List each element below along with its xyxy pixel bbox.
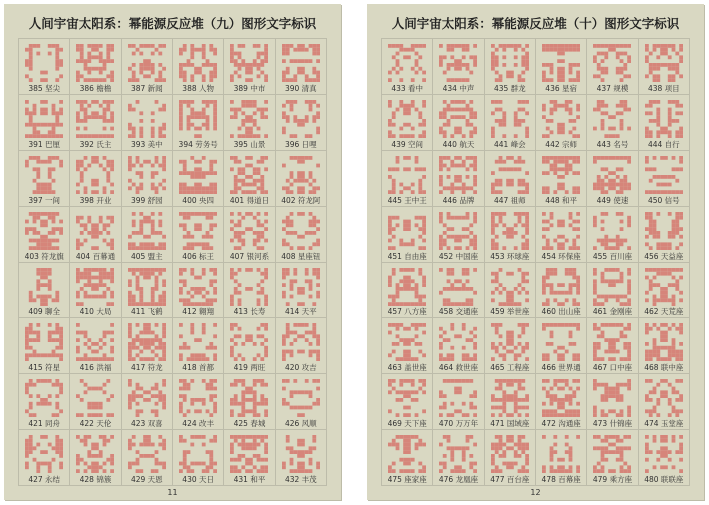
glyph-caption: 441 峰会	[493, 139, 526, 149]
pictogram-icon	[76, 43, 114, 83]
glyph-cell	[485, 374, 536, 430]
pictogram-icon	[25, 155, 63, 195]
pictogram-icon	[282, 211, 320, 251]
pictogram-icon	[542, 211, 580, 251]
glyph-cell	[536, 318, 587, 374]
glyph-cell	[122, 374, 173, 430]
glyph-caption: 447 祖师	[493, 195, 526, 205]
glyph-cell	[382, 39, 433, 95]
glyph-cell	[224, 95, 275, 151]
glyph-caption: 427 永结	[28, 475, 61, 484]
glyph-caption: 457 八方座	[387, 307, 427, 317]
glyph-caption: 402 符龙阿	[281, 195, 321, 205]
glyph-cell	[433, 95, 484, 151]
glyph-cell	[19, 151, 70, 207]
glyph-cell	[70, 318, 121, 374]
glyph-caption: 470 万万年	[438, 419, 479, 429]
glyph-caption: 425 春城	[233, 419, 266, 429]
glyph-caption: 444 自行	[647, 139, 680, 149]
pictogram-icon	[25, 322, 63, 362]
pictogram-icon	[179, 155, 217, 195]
glyph-caption: 466 世界通	[541, 363, 581, 373]
pictogram-icon	[645, 43, 683, 83]
pictogram-icon	[76, 155, 114, 195]
glyph-cell	[224, 263, 275, 319]
pictogram-icon	[230, 43, 268, 83]
page-title: 人间宇宙太阳系：幂能源反应堆（十）图形文字标识	[391, 16, 680, 31]
glyph-cell	[639, 95, 690, 151]
glyph-cell	[224, 151, 275, 207]
glyph-caption: 455 百川座	[592, 251, 633, 261]
glyph-cell	[433, 263, 484, 319]
glyph-cell	[224, 39, 275, 95]
pictogram-icon	[593, 322, 631, 362]
glyph-cell	[485, 95, 536, 151]
pictogram-icon	[439, 99, 477, 139]
pictogram-icon	[542, 378, 580, 418]
glyph-caption: 435 群龙	[493, 83, 526, 93]
pictogram-icon	[282, 378, 320, 418]
glyph-cell	[382, 207, 433, 263]
glyph-caption: 464 救世座	[438, 363, 479, 373]
glyph-cell	[536, 39, 587, 95]
pictogram-icon	[645, 211, 683, 251]
pictogram-icon	[179, 434, 217, 474]
glyph-grid	[381, 38, 690, 486]
glyph-cell	[19, 430, 70, 486]
pictogram-icon	[593, 99, 631, 139]
glyph-caption: 469 天下座	[387, 419, 427, 429]
glyph-caption: 476 龙凰座	[438, 475, 479, 484]
glyph-cell	[122, 263, 173, 319]
pictogram-icon	[593, 378, 631, 418]
pictogram-icon	[128, 322, 166, 362]
glyph-caption: 445 王中王	[387, 195, 427, 205]
glyph-caption: 472 沟通座	[541, 419, 581, 429]
pictogram-icon	[388, 155, 426, 195]
glyph-caption: 449 使速	[596, 195, 629, 205]
glyph-cell	[433, 374, 484, 430]
pictogram-icon	[593, 434, 631, 474]
glyph-cell	[70, 151, 121, 207]
glyph-caption: 477 百台座	[490, 475, 530, 484]
glyph-caption: 390 清真	[284, 83, 317, 93]
pictogram-icon	[439, 322, 477, 362]
pictogram-icon	[230, 322, 268, 362]
glyph-cell	[122, 207, 173, 263]
glyph-cell	[639, 39, 690, 95]
pictogram-icon	[25, 99, 63, 139]
pictogram-icon	[76, 434, 114, 474]
glyph-caption: 422 天伦	[79, 419, 112, 429]
glyph-cell	[224, 430, 275, 486]
glyph-caption: 446 品牌	[442, 195, 475, 205]
pictogram-icon	[128, 378, 166, 418]
glyph-cell	[70, 263, 121, 319]
pictogram-icon	[179, 267, 217, 307]
glyph-caption: 430 天日	[182, 475, 214, 484]
glyph-cell	[224, 207, 275, 263]
glyph-cell	[382, 318, 433, 374]
pictogram-icon	[542, 155, 580, 195]
pictogram-icon	[282, 267, 320, 307]
glyph-caption: 403 符龙旗	[24, 251, 64, 261]
glyph-cell	[224, 318, 275, 374]
glyph-caption: 421 同舟	[28, 419, 61, 429]
pictogram-icon	[230, 155, 268, 195]
glyph-caption: 456 天益座	[644, 251, 684, 261]
pictogram-icon	[645, 434, 683, 474]
glyph-caption: 475 座家座	[387, 475, 427, 484]
glyph-caption: 410 大局	[79, 307, 112, 317]
glyph-cell	[587, 151, 638, 207]
glyph-caption: 396 日哩	[284, 139, 317, 149]
glyph-caption: 385 坚尖	[28, 83, 61, 93]
glyph-cell	[382, 95, 433, 151]
pictogram-icon	[128, 99, 166, 139]
glyph-caption: 434 中声	[442, 83, 475, 93]
glyph-cell	[70, 374, 121, 430]
pictogram-icon	[282, 99, 320, 139]
pictogram-icon	[491, 434, 529, 474]
glyph-cell	[639, 207, 690, 263]
glyph-cell	[276, 95, 327, 151]
glyph-caption: 453 环球座	[490, 251, 530, 261]
pictogram-icon	[76, 211, 114, 251]
glyph-caption: 460 出山座	[541, 307, 581, 317]
glyph-caption: 465 工程座	[490, 363, 530, 373]
glyph-cell	[639, 151, 690, 207]
pictogram-icon	[230, 99, 268, 139]
glyph-caption: 416 洪福	[79, 363, 112, 373]
glyph-cell	[70, 39, 121, 95]
pictogram-icon	[25, 434, 63, 474]
glyph-caption: 411 飞鹤	[130, 307, 163, 317]
glyph-cell	[173, 39, 224, 95]
glyph-cell	[122, 39, 173, 95]
glyph-caption: 471 国域座	[490, 419, 530, 429]
glyph-cell	[485, 207, 536, 263]
glyph-caption: 394 劳务号	[178, 139, 218, 149]
glyph-cell	[485, 151, 536, 207]
pictogram-icon	[76, 99, 114, 139]
pictogram-icon	[388, 211, 426, 251]
glyph-caption: 386 檐檐	[79, 83, 112, 93]
glyph-cell	[433, 318, 484, 374]
glyph-cell	[433, 430, 484, 486]
glyph-caption: 458 交通座	[438, 307, 479, 317]
pictogram-icon	[439, 211, 477, 251]
glyph-cell	[122, 318, 173, 374]
glyph-cell	[382, 151, 433, 207]
glyph-caption: 395 山景	[233, 139, 266, 149]
glyph-cell	[639, 430, 690, 486]
glyph-cell	[276, 151, 327, 207]
glyph-caption: 479 乘方座	[592, 475, 633, 484]
glyph-caption: 451 自由座	[387, 251, 427, 261]
glyph-caption: 389 中市	[233, 83, 266, 93]
glyph-caption: 461 金刚座	[592, 307, 633, 317]
pictogram-icon	[439, 378, 477, 418]
glyph-caption: 419 两旺	[233, 363, 266, 373]
glyph-cell	[536, 207, 587, 263]
glyph-cell	[536, 374, 587, 430]
glyph-caption: 417 符龙	[130, 363, 163, 373]
glyph-cell	[485, 430, 536, 486]
glyph-caption: 459 举世座	[490, 307, 530, 317]
glyph-cell	[536, 151, 587, 207]
glyph-caption: 436 星宿	[545, 83, 577, 93]
pictogram-icon	[230, 378, 268, 418]
pictogram-icon	[542, 99, 580, 139]
glyph-cell	[276, 263, 327, 319]
pictogram-icon	[128, 267, 166, 307]
pictogram-icon	[388, 267, 426, 307]
glyph-caption: 412 翱翔	[182, 307, 214, 317]
pictogram-icon	[179, 322, 217, 362]
pictogram-icon	[491, 155, 529, 195]
pictogram-icon	[179, 211, 217, 251]
glyph-cell	[173, 263, 224, 319]
pictogram-icon	[593, 155, 631, 195]
glyph-caption: 388 人物	[182, 83, 214, 93]
glyph-caption: 392 氏主	[79, 139, 112, 149]
glyph-caption: 407 银河系	[229, 251, 270, 261]
pictogram-icon	[593, 211, 631, 251]
glyph-caption: 398 开业	[79, 195, 112, 205]
glyph-caption: 393 美中	[130, 139, 163, 149]
pictogram-icon	[439, 155, 477, 195]
glyph-cell	[70, 207, 121, 263]
glyph-cell	[485, 39, 536, 95]
glyph-caption: 480 联联座	[644, 475, 684, 484]
pictogram-icon	[76, 378, 114, 418]
glyph-caption: 442 宗师	[545, 139, 577, 149]
glyph-cell	[587, 263, 638, 319]
pictogram-icon	[230, 211, 268, 251]
glyph-cell	[485, 263, 536, 319]
glyph-cell	[70, 430, 121, 486]
pictogram-icon	[282, 155, 320, 195]
glyph-caption: 474 玉堂座	[644, 419, 684, 429]
pictogram-icon	[491, 211, 529, 251]
pictogram-icon	[282, 322, 320, 362]
glyph-caption: 405 盟主	[130, 251, 163, 261]
glyph-cell	[173, 318, 224, 374]
pictogram-icon	[25, 267, 63, 307]
glyph-caption: 478 百幕座	[541, 475, 581, 484]
pictogram-icon	[439, 43, 477, 83]
glyph-caption: 420 攻吉	[284, 363, 317, 373]
glyph-cell	[224, 374, 275, 430]
pictogram-icon	[542, 434, 580, 474]
page-title: 人间宇宙太阳系：幂能源反应堆（九）图形文字标识	[28, 16, 317, 31]
glyph-caption: 432 丰茂	[284, 475, 317, 484]
page-number: 11	[167, 488, 178, 497]
glyph-cell	[276, 207, 327, 263]
glyph-caption: 399 舒园	[130, 195, 163, 205]
pictogram-icon	[645, 378, 683, 418]
glyph-cell	[19, 95, 70, 151]
glyph-caption: 401 得道日	[229, 195, 270, 205]
glyph-cell	[485, 318, 536, 374]
glyph-cell	[536, 95, 587, 151]
glyph-caption: 450 信号	[647, 195, 680, 205]
pictogram-icon	[491, 267, 529, 307]
glyph-cell	[433, 151, 484, 207]
glyph-cell	[433, 207, 484, 263]
pictogram-icon	[593, 43, 631, 83]
glyph-caption: 439 空间	[391, 139, 424, 149]
pictogram-icon	[491, 378, 529, 418]
glyph-caption: 463 盖世座	[387, 363, 427, 373]
pictogram-icon	[282, 43, 320, 83]
glyph-cell	[639, 374, 690, 430]
pictogram-icon	[388, 99, 426, 139]
pictogram-icon	[542, 322, 580, 362]
glyph-caption: 454 环保座	[541, 251, 581, 261]
pictogram-icon	[388, 43, 426, 83]
glyph-cell	[382, 430, 433, 486]
glyph-cell	[173, 374, 224, 430]
pictogram-icon	[179, 99, 217, 139]
pictogram-icon	[439, 267, 477, 307]
pictogram-icon	[645, 155, 683, 195]
glyph-cell	[587, 207, 638, 263]
glyph-cell	[173, 95, 224, 151]
glyph-caption: 429 天恩	[130, 475, 163, 484]
pictogram-icon	[25, 211, 63, 251]
glyph-caption: 428 锦簇	[79, 475, 112, 484]
glyph-caption: 467 口中座	[592, 363, 633, 373]
glyph-cell	[122, 430, 173, 486]
glyph-caption: 438 项目	[647, 83, 680, 93]
glyph-caption: 423 双喜	[130, 419, 163, 429]
glyph-caption: 473 什锦座	[592, 419, 633, 429]
pictogram-icon	[491, 99, 529, 139]
pictogram-icon	[645, 322, 683, 362]
glyph-caption: 440 航天	[442, 139, 475, 149]
pictogram-icon	[593, 267, 631, 307]
glyph-cell	[587, 430, 638, 486]
glyph-caption: 433 看中	[391, 83, 424, 93]
glyph-caption: 406 标王	[182, 251, 214, 261]
glyph-caption: 437 规模	[596, 83, 629, 93]
glyph-cell	[173, 151, 224, 207]
glyph-caption: 408 星座钮	[281, 251, 321, 261]
pictogram-icon	[230, 434, 268, 474]
glyph-caption: 468 联中座	[644, 363, 684, 373]
glyph-caption: 443 名号	[596, 139, 629, 149]
pictogram-icon	[388, 378, 426, 418]
pictogram-icon	[388, 434, 426, 474]
glyph-caption: 424 改丰	[182, 419, 214, 429]
pictogram-icon	[76, 267, 114, 307]
glyph-caption: 397 一间	[28, 195, 61, 205]
glyph-cell	[587, 39, 638, 95]
glyph-cell	[173, 430, 224, 486]
pictogram-icon	[542, 43, 580, 83]
glyph-caption: 414 天平	[284, 307, 317, 317]
glyph-cell	[587, 318, 638, 374]
glyph-cell	[276, 39, 327, 95]
glyph-cell	[536, 430, 587, 486]
glyph-cell	[382, 374, 433, 430]
glyph-cell	[382, 263, 433, 319]
page-left	[4, 4, 341, 500]
glyph-grid	[18, 38, 327, 486]
page-right	[367, 4, 704, 500]
pictogram-icon	[230, 267, 268, 307]
pictogram-icon	[128, 43, 166, 83]
pictogram-icon	[388, 322, 426, 362]
glyph-cell	[19, 318, 70, 374]
glyph-cell	[536, 263, 587, 319]
pictogram-icon	[128, 155, 166, 195]
glyph-cell	[70, 95, 121, 151]
glyph-caption: 400 央四	[182, 195, 214, 205]
pictogram-icon	[25, 378, 63, 418]
pictogram-icon	[128, 211, 166, 251]
glyph-cell	[19, 39, 70, 95]
pictogram-icon	[491, 322, 529, 362]
glyph-caption: 409 聊全	[28, 307, 61, 317]
glyph-caption: 431 和平	[233, 475, 266, 484]
glyph-caption: 448 和平	[545, 195, 577, 205]
pictogram-icon	[645, 267, 683, 307]
glyph-cell	[639, 318, 690, 374]
glyph-cell	[19, 263, 70, 319]
glyph-cell	[587, 95, 638, 151]
pictogram-icon	[282, 434, 320, 474]
glyph-cell	[173, 207, 224, 263]
pictogram-icon	[25, 43, 63, 83]
glyph-cell	[433, 39, 484, 95]
glyph-caption: 452 中国座	[438, 251, 479, 261]
pictogram-icon	[491, 43, 529, 83]
glyph-cell	[587, 374, 638, 430]
glyph-caption: 404 百幕通	[75, 251, 116, 261]
glyph-caption: 413 长寿	[233, 307, 266, 317]
glyph-cell	[19, 374, 70, 430]
pictogram-icon	[179, 43, 217, 83]
glyph-caption: 418 首都	[182, 363, 214, 373]
page-number: 12	[530, 488, 541, 497]
pictogram-icon	[439, 434, 477, 474]
pictogram-icon	[128, 434, 166, 474]
glyph-caption: 462 天荒座	[644, 307, 684, 317]
pictogram-icon	[645, 99, 683, 139]
pictogram-icon	[179, 378, 217, 418]
glyph-cell	[122, 95, 173, 151]
glyph-cell	[19, 207, 70, 263]
glyph-cell	[276, 318, 327, 374]
glyph-caption: 391 巴厘	[28, 139, 61, 149]
glyph-cell	[276, 374, 327, 430]
pictogram-icon	[542, 267, 580, 307]
glyph-caption: 415 符星	[28, 363, 61, 373]
glyph-caption: 426 风顺	[284, 419, 317, 429]
glyph-cell	[276, 430, 327, 486]
glyph-cell	[122, 151, 173, 207]
glyph-cell	[639, 263, 690, 319]
pictogram-icon	[76, 322, 114, 362]
glyph-caption: 387 新闻	[130, 83, 163, 93]
